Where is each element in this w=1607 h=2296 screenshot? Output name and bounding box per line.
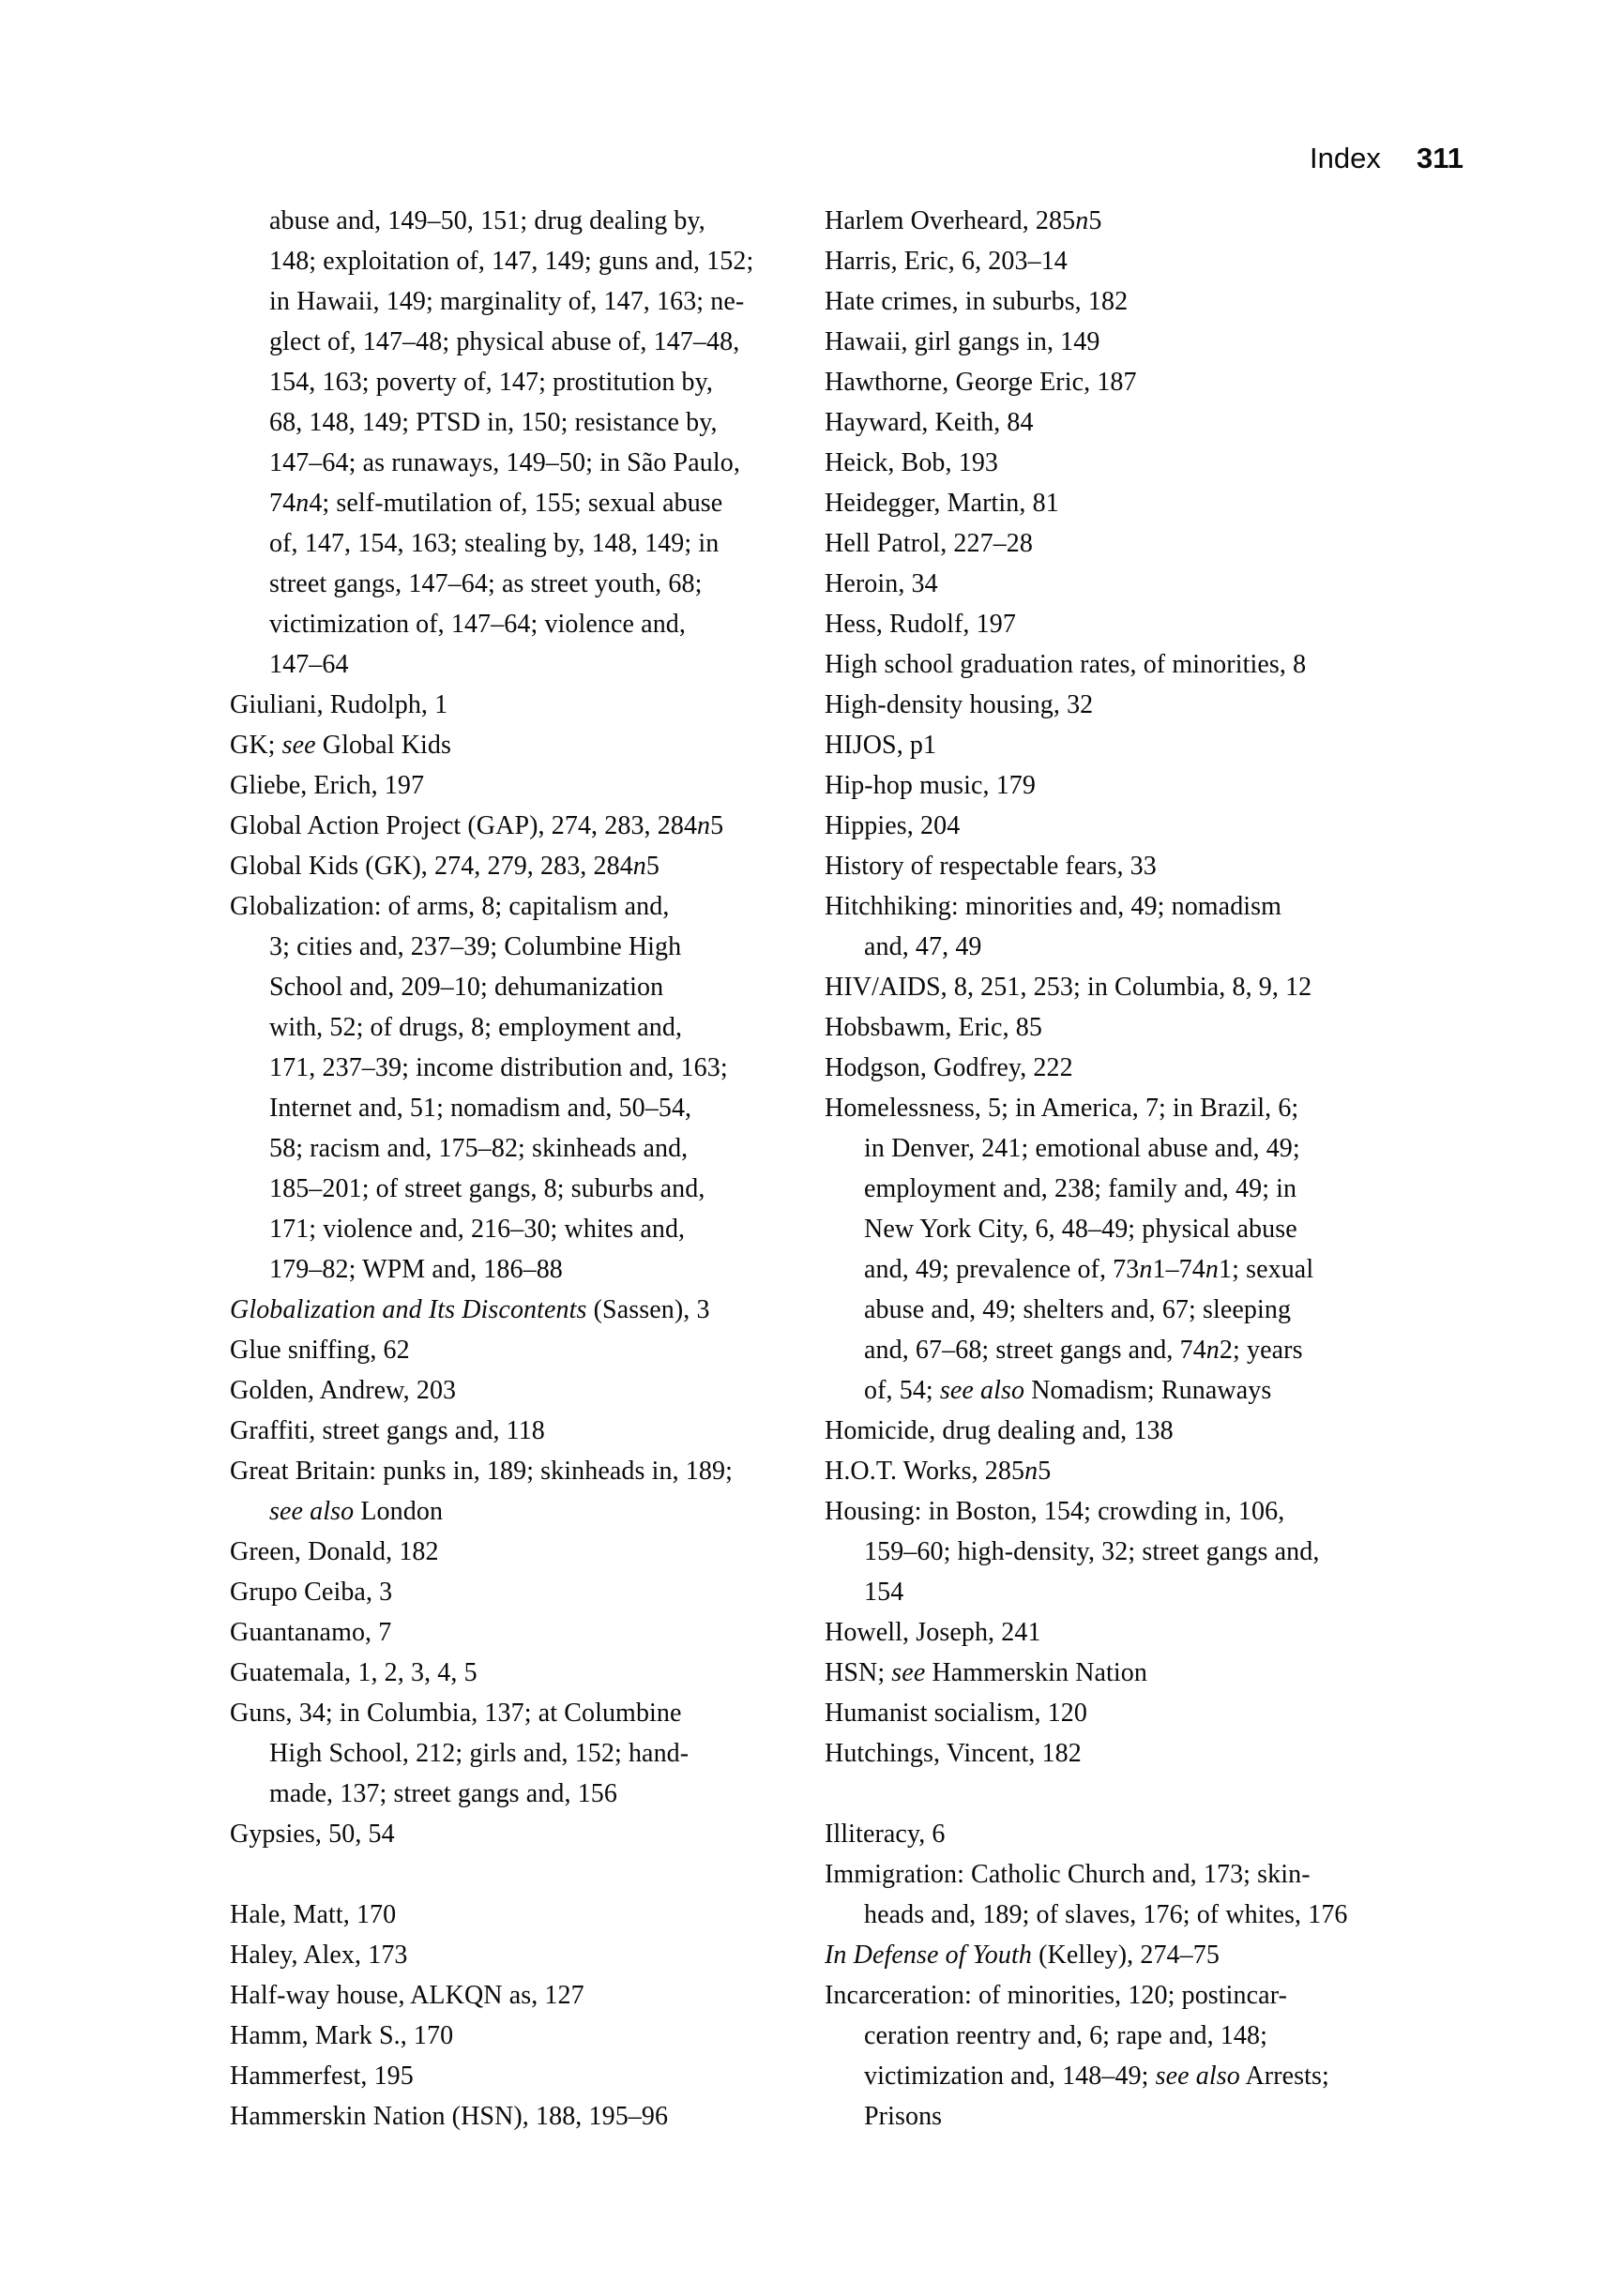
index-line xyxy=(825,725,1393,765)
index-line-text-run: Hobsbawm, Eric, 85 xyxy=(825,1013,1042,1042)
index-line-text-run: of, 54; xyxy=(864,1376,940,1405)
index-line xyxy=(825,1491,1393,1532)
index-line-text-run: Hell Patrol, 227–28 xyxy=(825,529,1033,558)
index-line-text-run: HIV/AIDS, 8, 251, 253; in Columbia, 8, 9, 12 xyxy=(825,973,1312,1002)
index-entry xyxy=(230,1451,798,1532)
index-entry xyxy=(825,362,1393,402)
index-line-text-run: Hammerskin Nation xyxy=(925,1658,1148,1687)
index-line xyxy=(230,2096,798,2137)
index-line-text-run: (Sassen), 3 xyxy=(586,1295,710,1324)
index-line-text-run: H.O.T. Works, 285 xyxy=(825,1457,1025,1486)
index-line-italic-run: n xyxy=(697,811,711,840)
index-entry xyxy=(230,1975,798,2016)
index-line xyxy=(825,1209,1393,1249)
index-line xyxy=(825,1007,1393,1048)
index-line xyxy=(230,1653,798,1693)
index-line-italic-run: n xyxy=(1205,1255,1219,1284)
index-line-text-run: Humanist socialism, 120 xyxy=(825,1699,1087,1728)
index-line xyxy=(825,1693,1393,1733)
index-line-italic-run: Globalization and Its Discontents xyxy=(230,1295,587,1324)
index-entry xyxy=(825,1491,1393,1612)
index-line-text-run: Hess, Rudolf, 197 xyxy=(825,610,1016,639)
index-entry xyxy=(230,201,798,685)
index-entry xyxy=(230,1330,798,1370)
index-line-text-run: in Hawaii, 149; marginality of, 147, 163; ne- xyxy=(269,287,745,316)
index-line-text-run: HSN; xyxy=(825,1658,892,1687)
index-line-text-run: Internet and, 51; nomadism and, 50–54, xyxy=(269,1094,692,1123)
index-line-text-run: School and, 209–10; dehumanization xyxy=(269,973,664,1002)
index-line-text-run: with, 52; of drugs, 8; employment and, xyxy=(269,1013,683,1042)
index-entry xyxy=(825,1088,1393,1411)
index-line xyxy=(230,1330,798,1370)
index-line-text-run: 68, 148, 149; PTSD in, 150; resistance by, xyxy=(269,408,718,437)
index-line-text-run: Hitchhiking: minorities and, 49; nomadism xyxy=(825,892,1282,921)
index-entry xyxy=(825,1935,1393,1975)
index-line xyxy=(230,1814,798,1854)
index-line-text-run: Arrests; xyxy=(1239,2062,1329,2091)
index-entry xyxy=(825,1693,1393,1733)
index-line-text-run: 147–64; as runaways, 149–50; in São Paulo, xyxy=(269,448,740,477)
index-line-text-run: Hodgson, Godfrey, 222 xyxy=(825,1053,1073,1082)
index-line xyxy=(825,846,1393,886)
index-line xyxy=(825,2016,1393,2056)
index-entry xyxy=(825,443,1393,483)
index-line-text-run: abuse and, 149–50, 151; drug dealing by, xyxy=(269,206,705,235)
index-entry xyxy=(230,886,798,1290)
index-entry xyxy=(825,806,1393,846)
index-line-text-run: victimization of, 147–64; violence and, xyxy=(269,610,687,639)
index-line-text-run: Graffiti, street gangs and, 118 xyxy=(230,1416,545,1445)
index-line xyxy=(230,685,798,725)
index-line xyxy=(230,1451,798,1491)
index-line xyxy=(230,1612,798,1653)
index-line-text-run: Golden, Andrew, 203 xyxy=(230,1376,457,1405)
index-entry xyxy=(230,1532,798,1572)
index-entry xyxy=(230,1935,798,1975)
index-line xyxy=(230,927,798,967)
index-line-text-run: Heidegger, Martin, 81 xyxy=(825,489,1059,518)
index-line-text-run: employment and, 238; family and, 49; in xyxy=(864,1174,1297,1203)
index-line-text-run: Prisons xyxy=(864,2102,943,2131)
index-line xyxy=(825,967,1393,1007)
index-line-text-run: Hippies, 204 xyxy=(825,811,961,840)
index-line xyxy=(825,1653,1393,1693)
index-entry xyxy=(825,685,1393,725)
index-line-text-run: Illiteracy, 6 xyxy=(825,1820,946,1849)
index-line-text-run: 1; sexual xyxy=(1219,1255,1314,1284)
index-line xyxy=(230,1532,798,1572)
index-entry xyxy=(825,483,1393,523)
index-line xyxy=(825,564,1393,604)
index-line xyxy=(825,1532,1393,1572)
index-line xyxy=(230,604,798,644)
index-entry xyxy=(230,1290,798,1330)
index-line-text-run: and, 47, 49 xyxy=(864,932,982,961)
index-entry xyxy=(230,1411,798,1451)
index-line xyxy=(825,1370,1393,1411)
index-line-text-run: Half-way house, ALKQN as, 127 xyxy=(230,1981,584,2010)
index-line xyxy=(825,1814,1393,1854)
index-line-text-run: 148; exploitation of, 147, 149; guns and, 152; xyxy=(269,247,754,276)
index-line xyxy=(825,2056,1393,2096)
index-line xyxy=(230,1128,798,1169)
index-line xyxy=(825,1128,1393,1169)
index-line-italic-run: see also xyxy=(939,1376,1025,1405)
index-line xyxy=(825,322,1393,362)
index-line-text-run: 74 xyxy=(269,489,296,518)
index-entry xyxy=(230,1572,798,1612)
index-entry xyxy=(825,523,1393,564)
index-line xyxy=(230,564,798,604)
index-entry xyxy=(825,201,1393,241)
index-line-text-run: 1–74 xyxy=(1152,1255,1205,1284)
index-line xyxy=(230,1411,798,1451)
index-line-text-run: Global Kids (GK), 274, 279, 283, 284 xyxy=(230,852,633,881)
index-line-text-run: Gypsies, 50, 54 xyxy=(230,1820,395,1849)
index-entry xyxy=(230,1895,798,1935)
index-line xyxy=(230,765,798,806)
index-line xyxy=(825,1249,1393,1290)
index-line xyxy=(230,402,798,443)
index-line-text-run: High school graduation rates, of minorities, 8 xyxy=(825,650,1307,679)
index-entry xyxy=(825,1048,1393,1088)
index-line-text-run: High School, 212; girls and, 152; hand- xyxy=(269,1739,690,1768)
index-line xyxy=(825,1733,1393,1774)
index-line xyxy=(825,604,1393,644)
index-line-italic-run: n xyxy=(1205,1336,1220,1365)
index-line-text-run: Hawaii, girl gangs in, 149 xyxy=(825,327,1100,356)
index-line-text-run: Gliebe, Erich, 197 xyxy=(230,771,425,800)
index-line-text-run: 5 xyxy=(1088,206,1102,235)
index-line xyxy=(825,281,1393,322)
index-entry xyxy=(230,725,798,765)
index-line xyxy=(825,362,1393,402)
index-line xyxy=(230,241,798,281)
index-entry xyxy=(825,1612,1393,1653)
index-line-text-run: 5 xyxy=(710,811,724,840)
index-line-text-run: London xyxy=(354,1497,444,1526)
index-line-text-run: Immigration: Catholic Church and, 173; skin- xyxy=(825,1860,1311,1889)
index-line-text-run: Hammerskin Nation (HSN), 188, 195–96 xyxy=(230,2102,669,2131)
index-line xyxy=(230,725,798,765)
index-entry xyxy=(230,806,798,846)
index-line xyxy=(825,1330,1393,1370)
index-line xyxy=(825,523,1393,564)
index-line xyxy=(230,1935,798,1975)
index-line xyxy=(230,483,798,523)
index-line-italic-run: n xyxy=(1139,1255,1153,1284)
index-entry xyxy=(230,765,798,806)
index-line xyxy=(230,644,798,685)
index-line xyxy=(230,1169,798,1209)
index-line-text-run: glect of, 147–48; physical abuse of, 147–48, xyxy=(269,327,740,356)
running-header-section-label: Index xyxy=(1310,142,1381,174)
index-line-text-run: Haley, Alex, 173 xyxy=(230,1941,408,1970)
index-entry xyxy=(825,644,1393,685)
index-line-text-run: Heick, Bob, 193 xyxy=(825,448,999,477)
index-line xyxy=(230,1774,798,1814)
index-line xyxy=(230,967,798,1007)
index-entry xyxy=(825,1451,1393,1491)
index-line xyxy=(825,402,1393,443)
index-entry xyxy=(825,1411,1393,1451)
index-line xyxy=(230,806,798,846)
index-line-text-run: Heroin, 34 xyxy=(825,569,938,598)
index-line xyxy=(230,1895,798,1935)
page-number: 311 xyxy=(1416,142,1463,174)
index-entry xyxy=(825,281,1393,322)
index-line-text-run: (Kelley), 274–75 xyxy=(1031,1941,1220,1970)
index-line-text-run: Howell, Joseph, 241 xyxy=(825,1618,1041,1647)
index-line-text-run: and, 67–68; street gangs and, 74 xyxy=(864,1336,1206,1365)
index-entry xyxy=(825,322,1393,362)
index-line xyxy=(230,1693,798,1733)
index-line-text-run: HIJOS, p1 xyxy=(825,731,937,760)
index-line-text-run: Nomadism; Runaways xyxy=(1024,1376,1272,1405)
index-line-text-run: Incarceration: of minorities, 120; postincar- xyxy=(825,1981,1287,2010)
index-line-text-run: abuse and, 49; shelters and, 67; sleeping xyxy=(864,1295,1292,1324)
index-line-text-run: 147–64 xyxy=(269,650,349,679)
index-line xyxy=(825,1572,1393,1612)
index-line-italic-run: see xyxy=(281,731,316,760)
index-line-text-run: Great Britain: punks in, 189; skinheads in, 189; xyxy=(230,1457,733,1486)
index-line-text-run: Globalization: of arms, 8; capitalism and, xyxy=(230,892,670,921)
index-line xyxy=(825,1411,1393,1451)
index-line-text-run: 171; violence and, 216–30; whites and, xyxy=(269,1215,686,1244)
index-line-text-run: in Denver, 241; emotional abuse and, 49; xyxy=(864,1134,1300,1163)
index-line xyxy=(230,1733,798,1774)
index-column-right xyxy=(825,201,1393,2137)
index-line-italic-run: n xyxy=(1024,1457,1038,1486)
index-line-text-run: 5 xyxy=(645,852,660,881)
index-line-text-run: street gangs, 147–64; as street youth, 68; xyxy=(269,569,703,598)
index-entry xyxy=(230,2016,798,2056)
index-entry xyxy=(230,1653,798,1693)
index-line xyxy=(230,1088,798,1128)
index-line-text-run: 179–82; WPM and, 186–88 xyxy=(269,1255,563,1284)
index-line xyxy=(825,1290,1393,1330)
index-entry xyxy=(825,402,1393,443)
index-entry xyxy=(825,1007,1393,1048)
index-line-text-run: Harlem Overheard, 285 xyxy=(825,206,1076,235)
index-line-text-run: victimization and, 148–49; xyxy=(864,2062,1156,2091)
index-line xyxy=(825,443,1393,483)
index-line-text-run: 171, 237–39; income distribution and, 163; xyxy=(269,1053,728,1082)
index-line xyxy=(230,322,798,362)
index-line-text-run: Hayward, Keith, 84 xyxy=(825,408,1034,437)
index-line xyxy=(230,1048,798,1088)
index-line xyxy=(825,1169,1393,1209)
index-line xyxy=(825,1451,1393,1491)
index-line-text-run: Hawthorne, George Eric, 187 xyxy=(825,368,1137,397)
index-line-text-run: Global Kids xyxy=(315,731,451,760)
index-line-text-run: Homelessness, 5; in America, 7; in Brazil, 6; xyxy=(825,1094,1299,1123)
index-line xyxy=(825,241,1393,281)
index-line-italic-run: In Defense of Youth xyxy=(825,1941,1032,1970)
index-line-italic-run: n xyxy=(296,489,310,518)
index-entry xyxy=(825,886,1393,967)
index-line xyxy=(230,2016,798,2056)
index-line-italic-run: see xyxy=(891,1658,926,1687)
index-line xyxy=(825,1612,1393,1653)
index-entry xyxy=(230,1612,798,1653)
index-line-text-run: Hip-hop music, 179 xyxy=(825,771,1037,800)
index-line-text-run: High-density housing, 32 xyxy=(825,690,1094,719)
index-line-italic-run: see also xyxy=(1155,2062,1240,2091)
index-line-italic-run: n xyxy=(632,852,646,881)
index-line-text-run: 5 xyxy=(1038,1457,1052,1486)
index-entry xyxy=(825,846,1393,886)
index-line xyxy=(230,443,798,483)
index-line xyxy=(825,1895,1393,1935)
index-line-text-run: Housing: in Boston, 154; crowding in, 106, xyxy=(825,1497,1285,1526)
index-entry xyxy=(825,765,1393,806)
index-line-text-run: heads and, 189; of slaves, 176; of whites, 176 xyxy=(864,1900,1348,1929)
index-line-text-run: 2; years xyxy=(1219,1336,1303,1365)
index-line-text-run: Hammerfest, 195 xyxy=(230,2062,414,2091)
index-line-text-run: History of respectable fears, 33 xyxy=(825,852,1157,881)
index-line-text-run: made, 137; street gangs and, 156 xyxy=(269,1779,618,1808)
index-line xyxy=(230,1290,798,1330)
index-line-text-run: New York City, 6, 48–49; physical abuse xyxy=(864,1215,1297,1244)
index-line-text-run: Global Action Project (GAP), 274, 283, 284 xyxy=(230,811,698,840)
index-line-text-run: 154, 163; poverty of, 147; prostitution by, xyxy=(269,368,714,397)
index-column-left xyxy=(230,201,798,2137)
index-line-text-run: GK; xyxy=(230,731,282,760)
index-line xyxy=(230,1370,798,1411)
index-line xyxy=(230,281,798,322)
index-line xyxy=(230,1491,798,1532)
index-line xyxy=(230,1975,798,2016)
index-entry xyxy=(825,1975,1393,2137)
index-line-text-run: Glue sniffing, 62 xyxy=(230,1336,410,1365)
index-line xyxy=(825,1975,1393,2016)
index-line-text-run: Hale, Matt, 170 xyxy=(230,1900,397,1929)
index-entry xyxy=(825,1854,1393,1935)
index-line xyxy=(825,2096,1393,2137)
index-line xyxy=(230,1209,798,1249)
index-line-text-run: Guatemala, 1, 2, 3, 4, 5 xyxy=(230,1658,478,1687)
index-line xyxy=(230,1007,798,1048)
index-line xyxy=(825,1048,1393,1088)
index-entry xyxy=(230,2056,798,2096)
index-entry xyxy=(230,685,798,725)
index-line xyxy=(825,1935,1393,1975)
index-line xyxy=(230,1249,798,1290)
index-line-text-run: 3; cities and, 237–39; Columbine High xyxy=(269,932,682,961)
index-entry xyxy=(230,1693,798,1814)
index-line xyxy=(825,644,1393,685)
index-line xyxy=(825,806,1393,846)
index-line xyxy=(825,685,1393,725)
index-line-text-run: Giuliani, Rudolph, 1 xyxy=(230,690,448,719)
index-entry xyxy=(230,2096,798,2137)
index-line-text-run: Green, Donald, 182 xyxy=(230,1537,439,1566)
index-line xyxy=(230,201,798,241)
index-line-text-run: Grupo Ceiba, 3 xyxy=(230,1578,393,1607)
index-entry xyxy=(825,241,1393,281)
index-line-text-run: and, 49; prevalence of, 73 xyxy=(864,1255,1140,1284)
index-line xyxy=(230,1572,798,1612)
index-entry xyxy=(825,967,1393,1007)
index-line-italic-run: see also xyxy=(269,1497,355,1526)
index-line xyxy=(230,2056,798,2096)
index-line-italic-run: n xyxy=(1075,206,1089,235)
index-line-text-run: Guantanamo, 7 xyxy=(230,1618,392,1647)
index-entry xyxy=(230,1814,798,1854)
index-entry xyxy=(825,725,1393,765)
running-header xyxy=(1310,143,1463,174)
index-line-text-run: 154 xyxy=(864,1578,904,1607)
index-line-text-run: 185–201; of street gangs, 8; suburbs and, xyxy=(269,1174,705,1203)
index-line-text-run: of, 147, 154, 163; stealing by, 148, 149; in xyxy=(269,529,720,558)
index-line-text-run: Hamm, Mark S., 170 xyxy=(230,2021,454,2050)
index-line xyxy=(825,765,1393,806)
index-line-text-run: 4; self-mutilation of, 155; sexual abuse xyxy=(309,489,723,518)
index-line xyxy=(825,201,1393,241)
index-entry xyxy=(825,604,1393,644)
index-line-text-run: 58; racism and, 175–82; skinheads and, xyxy=(269,1134,689,1163)
index-entry xyxy=(825,1653,1393,1693)
index-line xyxy=(825,886,1393,927)
index-line-text-run: 159–60; high-density, 32; street gangs and, xyxy=(864,1537,1320,1566)
index-line-text-run: Guns, 34; in Columbia, 137; at Columbine xyxy=(230,1699,682,1728)
index-line-text-run: Harris, Eric, 6, 203–14 xyxy=(825,247,1068,276)
index-line-text-run: Hate crimes, in suburbs, 182 xyxy=(825,287,1129,316)
index-line-text-run: Hutchings, Vincent, 182 xyxy=(825,1739,1082,1768)
index-line xyxy=(825,927,1393,967)
index-entry xyxy=(825,1814,1393,1854)
index-entry xyxy=(825,564,1393,604)
index-entry xyxy=(230,1370,798,1411)
index-entry xyxy=(230,846,798,886)
index-line xyxy=(230,846,798,886)
index-line xyxy=(230,523,798,564)
index-line xyxy=(825,483,1393,523)
index-line-text-run: ceration reentry and, 6; rape and, 148; xyxy=(864,2021,1267,2050)
index-line xyxy=(230,362,798,402)
index-entry xyxy=(825,1733,1393,1774)
index-line-text-run: Homicide, drug dealing and, 138 xyxy=(825,1416,1174,1445)
index-line xyxy=(825,1854,1393,1895)
index-line xyxy=(230,886,798,927)
index-line xyxy=(825,1088,1393,1128)
